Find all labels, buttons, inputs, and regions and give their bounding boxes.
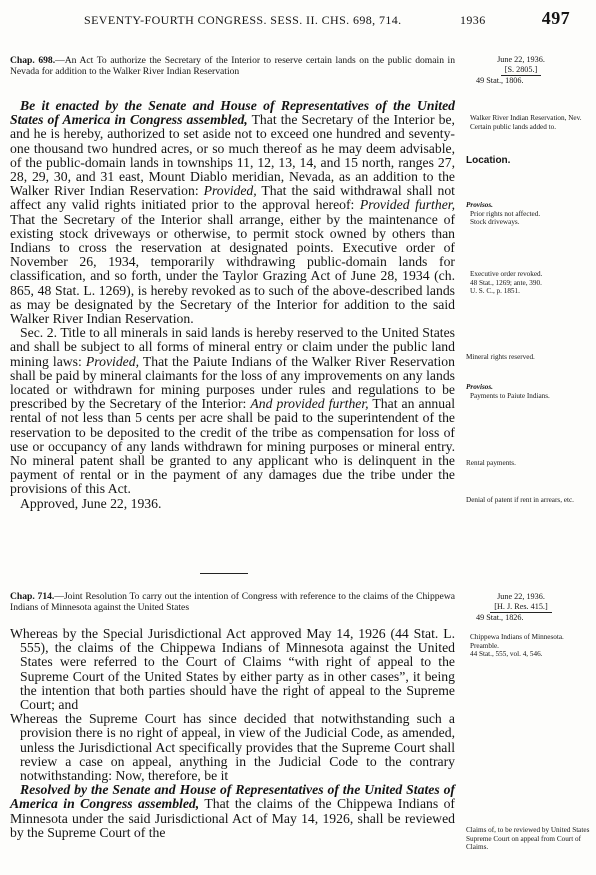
chap-714-date-block bbox=[466, 592, 576, 623]
margin-note-executive-order bbox=[466, 270, 592, 296]
resolving-clause bbox=[10, 783, 455, 840]
margin-note-chippewa bbox=[466, 633, 592, 659]
page-number: 497 bbox=[541, 8, 570, 28]
header-year: 1936 bbox=[460, 13, 486, 27]
running-header bbox=[40, 10, 570, 32]
section-1-text-c: That the Secretary of the Interior shall arrange, either by the maintenance of existing stock driveways or otherwise, to permit stock owned by others than Indians to cross the reservation at designated points. Executive order of November 26, 1934, temporarily withdrawing public-domain lands for classification, and so forth, under the Taylor Grazing Act of June 28, 1934 (ch. 865, 48 Stat. L. 1269), is hereby revoked as to such of the above-described lands as may be designated by the Secretary of the Interior for addition to the said Walker River Indian Reservation. bbox=[10, 211, 455, 327]
section-2-text-c: That an annual rental of not less than 5 cents per acre shall be paid to the superintendent of the reservation to be deposited to the credit of the tribe as compensation for loss of use or occupancy of any lands withdrawn for mining purposes or mineral entry. No mineral patent shall be granted to any applicant who is delinquent in the payment of rental or in the payment of any damages due the tribe under the provisions of this Act. bbox=[10, 396, 455, 497]
note-public-lands-added: Certain public lands added to. bbox=[470, 122, 557, 131]
margin-note-provisos-2 bbox=[466, 383, 592, 400]
margin-note-denial: Denial of patent if rent in arrears, etc. bbox=[466, 496, 574, 504]
margin-note-claims: Claims of, to be reviewed by United States Supreme Court on appeal from Court of Claims. bbox=[466, 826, 590, 852]
header-congress-session: SEVENTY-FOURTH CONGRESS. SESS. II. CHS. 698, 714. bbox=[84, 13, 402, 27]
chap-698-date: June 22, 1936. bbox=[497, 55, 545, 64]
chap-714-label: Chap. 714. bbox=[10, 591, 55, 602]
margin-note-location: Location. bbox=[466, 155, 511, 166]
chap-714-date: June 22, 1936. bbox=[497, 592, 545, 601]
note-provisos-2: Provisos. bbox=[466, 383, 493, 391]
chap-714-stat-ref: 49 Stat., 1826. bbox=[476, 613, 524, 622]
chap-698-section-2 bbox=[10, 326, 455, 496]
chap-698-heading bbox=[10, 55, 455, 77]
note-stat-555: 44 Stat., 555, vol. 4, 546. bbox=[470, 650, 543, 659]
proviso-label: Provided, bbox=[203, 183, 257, 199]
margin-note-provisos bbox=[466, 201, 592, 227]
chap-714-heading bbox=[10, 591, 455, 613]
chap-714-title: —Joint Resolution To carry out the intention of Congress with reference to the claims of the Chippewa Indians of Minnesota against the United States bbox=[10, 591, 456, 613]
enacting-clause: Be it enacted by the Senate and House of Representatives of the United States of America in Congress assembled, bbox=[10, 98, 455, 128]
section-1-text-a: That the Secretary of the Interior be, and he is hereby, authorized to set aside not to exceed one hundred and seventy-one thousand two hundred acres, or so much thereof as he may deem advisable, of the public-domain lands in townships 11, 12, 13, 14, and 15 north, ranges 27, 28, 29, 30, and 31 east, Mount Diablo meridian, Nevada, as an addition to the Walker River Indian Reservation: bbox=[10, 112, 455, 199]
chap-698-bill-number: [S. 2805.] bbox=[501, 65, 542, 77]
chap-698-label: Chap. 698. bbox=[10, 55, 56, 66]
note-walker-river: Walker River Indian Reservation, Nev. bbox=[470, 114, 582, 122]
resolved-label: Resolved by the Senate and House of Representatives of the United States of America in Congress assembled, bbox=[10, 782, 455, 812]
note-provisos: Provisos. bbox=[466, 201, 493, 209]
section-divider-rule bbox=[200, 573, 248, 574]
whereas-clause-2: Whereas the Supreme Court has since decided that notwithstanding such a provision there is no right of appeal, in view of the Judicial Code, as amended, unless the Jurisdictional Act specifically provides that the Supreme Court shall review a case on appeal, anything in the Judicial Code to the contrary notwithstanding: Now, therefore, be it bbox=[10, 711, 455, 784]
chap-714-bill-number: [H. J. Res. 415.] bbox=[490, 602, 551, 614]
note-chippewa: Chippewa Indians of Minnesota. bbox=[470, 633, 564, 641]
chap-698-approved: Approved, June 22, 1936. bbox=[20, 495, 162, 511]
proviso-further-label: Provided further, bbox=[359, 197, 455, 213]
section-2-text-a: Sec. 2. Title to all minerals in said lands is hereby reserved to the United States and shall be subject to all forms of mineral entry or claim under the public land mining laws: bbox=[10, 325, 455, 369]
chap-698-body bbox=[10, 99, 455, 511]
resolved-text: That the claims of the Chippewa Indians of Minnesota under the said Jurisdictional Act of May 14, 1926, shall be reviewed by the Supreme Court of the bbox=[10, 796, 455, 840]
margin-note-mineral-rights: Mineral rights reserved. bbox=[466, 353, 535, 361]
section-2-and-provided-label: And provided further, bbox=[250, 396, 369, 412]
chap-698-title: —An Act To authorize the Secretary of the Interior to reserve certain lands on the public domain in Nevada for addition to the Walker River Indian Reservation bbox=[10, 55, 455, 77]
note-stock-driveways: Stock driveways. bbox=[470, 218, 520, 227]
note-payments: Payments to Paiute Indians. bbox=[470, 391, 550, 400]
note-exec-ref-2: U. S. C., p. 1851. bbox=[470, 287, 520, 296]
chap-698-date-block bbox=[466, 55, 576, 86]
note-prior-rights: Prior rights not affected. bbox=[470, 209, 541, 218]
section-2-proviso-label: Provided, bbox=[85, 353, 140, 369]
note-exec-order: Executive order revoked. bbox=[470, 270, 543, 278]
chap-698-stat-ref: 49 Stat., 1806. bbox=[476, 76, 524, 85]
whereas-clause-1: Whereas by the Special Jurisdictional Act approved May 14, 1926 (44 Stat. L. 555), the claims of the Chippewa Indians of Minnesota against the United States were referred to the Court of Claims “with right of appeal to the Supreme Court of the United States by either party as in other cases”, it being the intention that both parties should have the right of appeal to the Supreme Court; and bbox=[10, 626, 455, 713]
margin-note-walker-river bbox=[466, 114, 592, 131]
margin-note-rental: Rental payments. bbox=[466, 459, 516, 467]
chap-698-section-1 bbox=[10, 99, 455, 326]
section-1-text-b: That the said withdrawal shall not affect any valid rights initiated prior to the approval hereof: bbox=[10, 183, 455, 213]
section-2-text-b: That the Paiute Indians of the Walker River Reservation shall be paid by mineral claimants for the loss of any improvements on any lands located or withdrawn for mining purposes under rules and regulations to be prescribed by the Secretary of the Interior: bbox=[10, 353, 455, 412]
note-exec-ref-1: 48 Stat., 1269; ante, 390. bbox=[470, 278, 542, 287]
chap-714-body bbox=[10, 627, 455, 840]
note-preamble: Preamble. bbox=[470, 641, 499, 650]
